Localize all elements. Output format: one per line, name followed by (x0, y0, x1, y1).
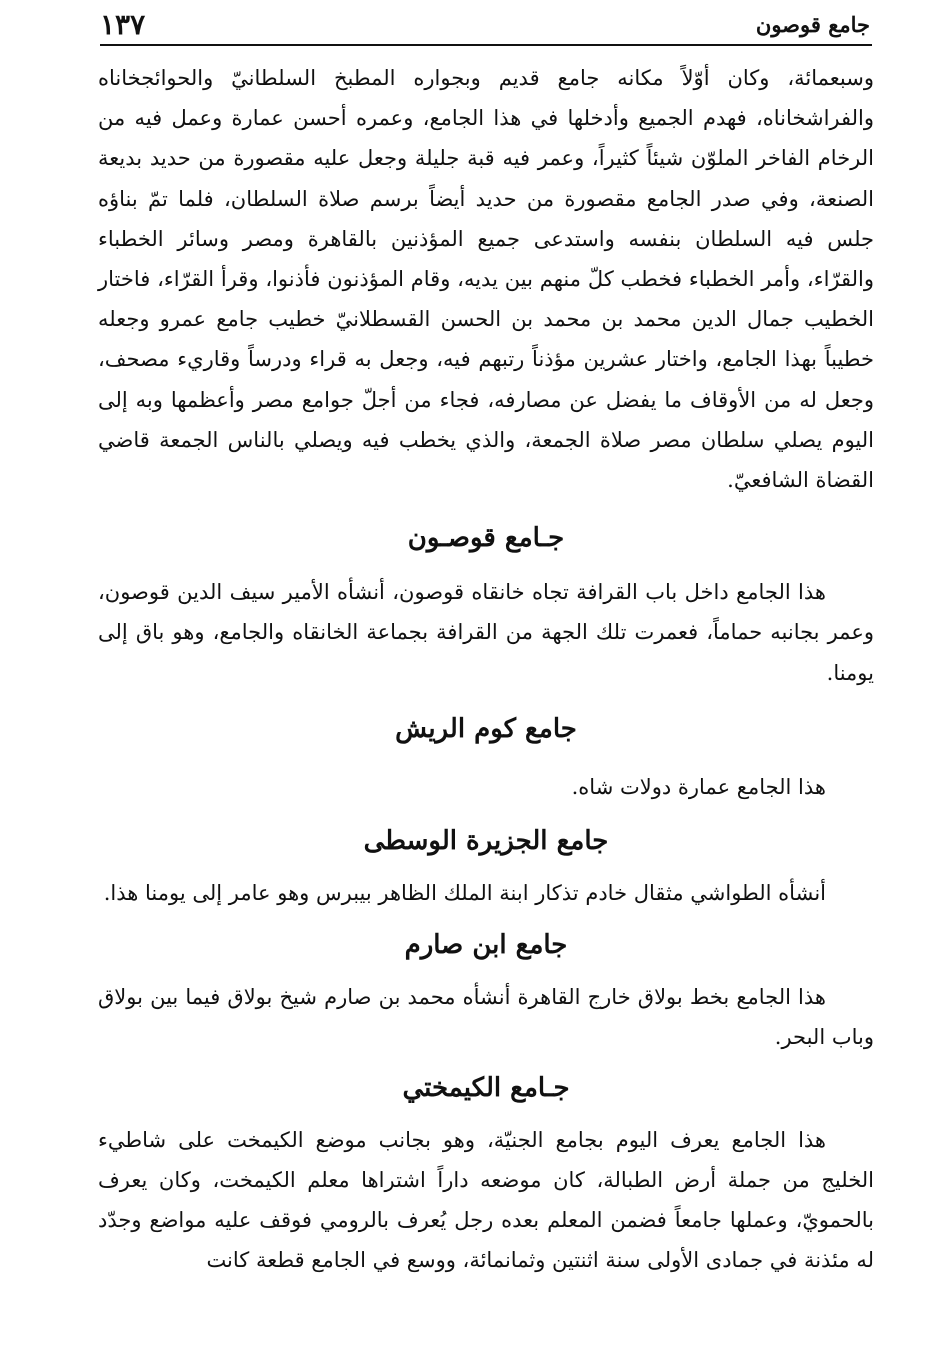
page-body (98, 58, 874, 1280)
continuation-paragraph: وسبعمائة، وكان أوّلاً مكانه جامع قديم وبجواره المطبخ السلطانيّ والحوائجخاناه والفراشخاناه، فهدم الجميع وأدخلها في هذا الجامع، وعمره أحسن عمارة وعمل فيه من الرخام الفاخر الملوّن شيئاً كثيراً، وعمر فيه قبة جليلة وجعل عليه مقصورة من حديد بديعة الصنعة، وفي صدر الجامع مقصورة من حديد أيضاً برسم صلاة السلطان، فلما تمّ بناؤه جلس فيه السلطان بنفسه واستدعى جميع المؤذنين بالقاهرة ومصر وسائر الخطباء والقرّاء، وأمر الخطباء فخطب كلّ منهم بين يديه، وقام المؤذنون فأذنوا، وقرأ القرّاء، فاختار الخطيب جمال الدين محمد بن محمد بن الحسن القسطلانيّ خطيب جامع عمرو وجعله خطيباً بهذا الجامع، واختار عشرين مؤذناً رتبهم فيه، وجعل به قراء ودرساً وقاريء مصحف، وجعل له من الأوقاف ما يفضل عن مصارفه، فجاء من أجلّ جوامع مصر وأعظمها وبه إلى اليوم يصلي سلطان مصر صلاة الجمعة، والذي يخطب فيه ويصلي بالناس الجمعة قاضي القضاة الشافعيّ. (98, 66, 874, 493)
running-title: جامع قوصون (755, 12, 870, 37)
section-text-ibn-sarim: هذا الجامع بخط بولاق خارج القاهرة أنشأه محمد بن صارم شيخ بولاق فيما بين بولاق وباب البحر. (98, 985, 874, 1050)
section-title-qawsun: جـامع قوصـون (407, 523, 565, 554)
section-title-kimukhti: جـامع الكيمختي (402, 1072, 570, 1103)
section-title-jazira-wusta: جامع الجزيرة الوسطى (363, 826, 609, 857)
page-number: ١٣٧ (100, 8, 146, 41)
section-title-ibn-sarim: جامع ابن صارم (404, 930, 568, 961)
section-text-kimukhti: هذا الجامع يعرف اليوم بجامع الجنيّة، وهو بجانب موضع الكيمخت على شاطيء الخليج من جملة أرض الطبالة، كان موضعه داراً اشتراها معلم الكيمخت، وكان يعرف بالحمويّ، وعملها جامعاً فضمن المعلم بعده رجل يُعرف بالرومي فوقف عليه مواضع وجدّد له مئذنة في جمادى الأولى سنة اثنتين وثمانمائة، ووسع في الجامع قطعة كانت (98, 1127, 874, 1273)
section-text-jazira-wusta: أنشأه الطواشي مثقال خادم تذكار ابنة الملك الظاهر بيبرس وهو عامر إلى يومنا هذا. (103, 881, 826, 906)
page-header (100, 8, 870, 42)
section-title-kom-al-rish: جامع كوم الريش (395, 713, 577, 744)
section-text-kom-al-rish: هذا الجامع عمارة دولات شاه. (571, 774, 826, 799)
section-text-qawsun: هذا الجامع داخل باب القرافة تجاه خانقاه قوصون، أنشأه الأمير سيف الدين قوصون، وعمر بجانبه حماماً، فعمرت تلك الجهة من القرافة بجماعة الخانقاه والجامع، وهو باق إلى يومنا. (98, 580, 874, 685)
header-rule (100, 44, 872, 46)
